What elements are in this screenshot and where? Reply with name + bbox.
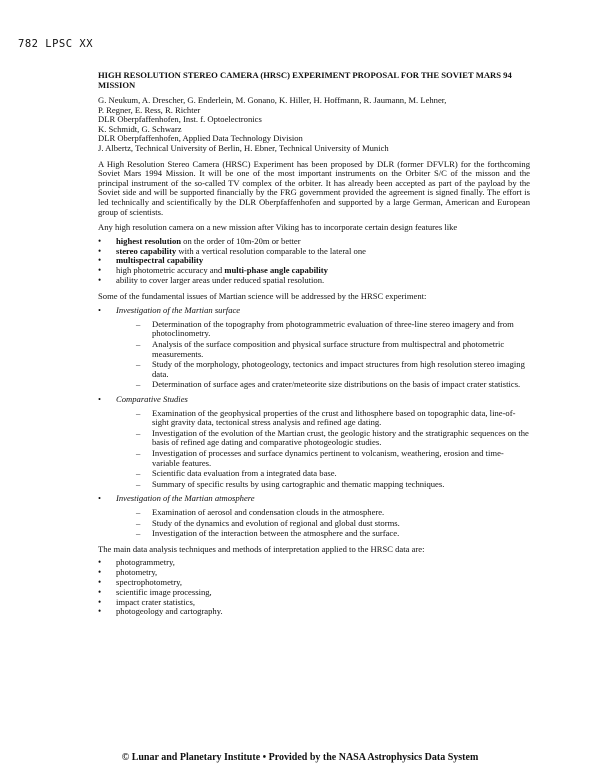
affiliation-line: DLR Oberpfaffenhofen, Applied Data Technology Division [98,133,303,144]
list-item: – Summary of specific results by using cartographic and thematic mapping techniques. [136,480,530,490]
list-item: – Investigation of processes and surface dynamics pertinent to volcanism, weathering, erosion and time-variable features. [136,449,530,468]
paper-title: HIGH RESOLUTION STEREO CAMERA (HRSC) EXPERIMENT PROPOSAL FOR THE SOVIET MARS 94 MISSION [98,70,512,90]
section-heading: • Investigation of the Martian atmosphere [98,494,530,504]
design-features-list [98,237,530,286]
author-block [98,96,530,154]
list-item: – Study of the morphology, photogeology, tectonics and impact structures from high resolution stereo imaging data. [136,360,530,379]
list-item: – Examination of the geophysical properties of the crust and lithosphere based on topographic data, line-of-sight gravity data, tectonical stress analysis and refined age dating. [136,409,530,428]
list-item: • impact crater statistics, [98,598,530,608]
page-header: 782 LPSC XX [18,38,94,50]
list-item: • spectrophotometry, [98,578,530,588]
author-line: K. Schmidt, G. Schwarz [98,123,182,134]
intro-paragraph: A High Resolution Stereo Camera (HRSC) Experiment has been proposed by DLR (former DFVLR) for the forthcoming Soviet Mars 1994 Mission. It will be one of the most important instruments on the Orbiter S/C of the misson and the principal instrument of the so-called TV complex of the orbiter. It has already been accepted as part of the payload by the Soviet side and will be supported financially by the FRG government provided the agreement is signed finally. The effort is led technically and scientifically by the DLR Oberpfaffenhofen and supported by a large German, American and European group of scientists. [98,158,530,217]
section-heading: • Investigation of the Martian surface [98,306,530,316]
section-heading: • Comparative Studies [98,395,530,405]
list-item: • ability to cover larger areas under reduced spatial resolution. [98,276,530,286]
affiliation-line: DLR Oberpfaffenhofen, Inst. f. Optoelectronics [98,114,262,125]
list-item: – Investigation of the interaction between the atmosphere and the surface. [136,529,530,539]
list-item: – Study of the dynamics and evolution of regional and global dust storms. [136,519,530,529]
article-body [98,70,530,617]
list-item: • high photometric accuracy and multi-phase angle capability [98,266,530,276]
list-item: – Determination of surface ages and crater/meteorite size distributions on the basis of impact crater statistics. [136,380,530,390]
list-item: • photometry, [98,568,530,578]
methods-intro: The main data analysis techniques and methods of interpretation applied to the HRSC data are: [98,543,425,554]
author-line: G. Neukum, A. Drescher, G. Enderlein, M. Gonano, K. Hiller, H. Hoffmann, R. Jaumann, M. Lehner, [98,95,447,105]
list-item: • photogeology and cartography. [98,607,530,617]
copyright-footer: © Lunar and Planetary Institute • Provided by the NASA Astrophysics Data System [121,752,479,763]
section-items [98,508,530,539]
list-item: • highest resolution on the order of 10m-20m or better [98,237,530,247]
list-item: – Examination of aerosol and condensation clouds in the atmosphere. [136,508,530,518]
list-item: – Analysis of the surface composition and physical surface structure from multispectral and photometric measurements. [136,340,530,359]
list-item: • scientific image processing, [98,588,530,598]
list-item: – Determination of the topography from photogrammetric evaluation of three-line stereo imagery and from photoclinometry. [136,320,530,339]
features-intro: Any high resolution camera on a new mission after Viking has to incorporate certain design features like [98,222,458,233]
section-items [98,409,530,490]
list-item: • photogrammetry, [98,558,530,568]
list-item: – Scientific data evaluation from a integrated data base. [136,469,530,479]
section-items [98,320,530,390]
list-item: • multispectral capability [98,256,530,266]
affiliation-line: J. Albertz, Technical University of Berlin, H. Ebner, Technical University of Munich [98,142,389,153]
author-line: P. Regner, E. Ress, R. Richter [98,104,201,115]
list-item: – Investigation of the evolution of the Martian crust, the geologic history and the stratigraphic sequences on the basis of refined age dating and comparative photogeologic studies. [136,429,530,448]
methods-list [98,558,530,617]
list-item: • stereo capability with a vertical resolution comparable to the lateral one [98,247,530,257]
issues-intro: Some of the fundamental issues of Martian science will be addressed by the HRSC experiment: [98,290,427,301]
